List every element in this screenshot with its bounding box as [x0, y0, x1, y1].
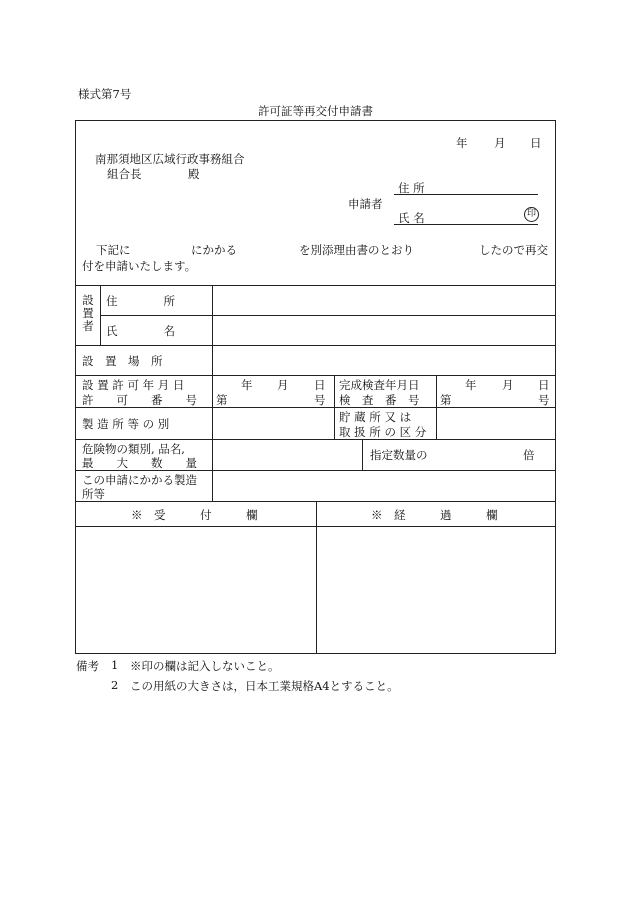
rule-285 — [76, 285, 556, 286]
inspection-no-label: 検 査 番 号 — [339, 393, 420, 407]
statement-part2: にかかる — [191, 243, 237, 257]
form-title: 許可証等再交付申請書 — [258, 104, 373, 118]
addressee-honorific: 殿 — [188, 167, 200, 181]
related-label-1: この申請にかかる製造 — [82, 473, 197, 487]
times-label: 倍 — [523, 448, 535, 462]
name-underline — [394, 224, 538, 225]
permit-day: 日 — [314, 378, 326, 392]
installer-group-label: 設置者 — [82, 293, 94, 333]
progress-column-header: ※ 経 過 欄 — [371, 508, 498, 522]
inspection-day: 日 — [538, 378, 550, 392]
addressee-org: 南那須地区広域行政事務組合 — [95, 152, 245, 166]
note-1-number: 1 — [111, 658, 119, 672]
hazmat-label-2: 最 大 数 量 — [82, 456, 197, 470]
statement-part1: 下記に — [96, 243, 131, 257]
related-label-2: 所等 — [82, 487, 105, 501]
seal-mark: 印 — [524, 207, 539, 222]
note-1: ※印の欄は記入しないこと。 — [130, 659, 280, 673]
facility-type-label: 製 造 所 等 の 別 — [82, 417, 170, 431]
inspection-no-suffix: 号 — [538, 393, 550, 407]
permit-month: 月 — [277, 378, 289, 392]
vrule-bottom — [316, 501, 317, 653]
applicant-address-label: 住 所 — [398, 181, 425, 195]
vrule-mid — [334, 375, 335, 439]
installer-address-label: 住 所 — [106, 294, 175, 308]
hazmat-label-1: 危険物の類別, 品名, — [82, 442, 185, 456]
addressee-role: 組合長 — [107, 167, 142, 181]
notes-label: 備考 — [76, 659, 99, 673]
inspection-year: 年 — [465, 378, 477, 392]
date-day: 日 — [530, 136, 542, 150]
permit-no-label: 許 可 番 号 — [82, 393, 197, 407]
inspection-no-prefix: 第 — [440, 393, 452, 407]
vrule-qty — [362, 439, 363, 470]
statement-part3: を別添理由書のとおり — [299, 243, 414, 257]
permit-no-suffix: 号 — [314, 393, 326, 407]
rule-345 — [76, 345, 556, 346]
vrule-mid2 — [436, 375, 437, 439]
location-label: 設 置 場 所 — [82, 354, 163, 368]
permit-year: 年 — [241, 378, 253, 392]
vrule-group — [100, 285, 101, 345]
storage-type-label-2: 取 扱 所 の 区 分 — [339, 425, 427, 439]
installer-name-label: 氏 名 — [106, 324, 175, 338]
rule-439 — [76, 439, 556, 440]
date-month: 月 — [494, 136, 506, 150]
form-number: 様式第7号 — [78, 87, 132, 101]
rule-315 — [100, 315, 556, 316]
designated-qty-label: 指定数量の — [370, 448, 428, 462]
permit-date-label: 設 置 許 可 年 月 日 — [82, 378, 185, 392]
note-2: この用紙の大きさは，日本工業規格A4とすること。 — [130, 679, 399, 693]
statement-line2: 付を申請いたします。 — [82, 259, 197, 273]
inspection-date-label: 完成検査年月日 — [339, 378, 420, 392]
date-year: 年 — [456, 136, 468, 150]
applicant-name-label: 氏 名 — [398, 211, 425, 225]
storage-type-label-1: 貯 蔵 所 又 は — [339, 410, 412, 424]
vrule-label — [212, 285, 213, 501]
statement-part4: したので再交 — [479, 243, 548, 257]
reception-column-header: ※ 受 付 欄 — [131, 508, 258, 522]
note-2-number: 2 — [111, 678, 119, 692]
permit-no-prefix: 第 — [216, 393, 228, 407]
applicant-label: 申請者 — [348, 197, 383, 211]
rule-375 — [76, 375, 556, 376]
inspection-month: 月 — [502, 378, 514, 392]
address-underline — [394, 194, 538, 195]
